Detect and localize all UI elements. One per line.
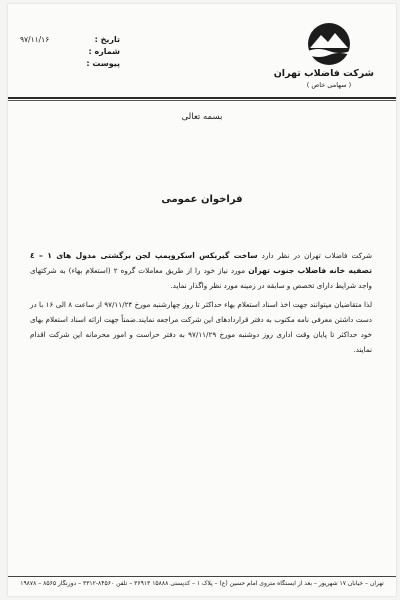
letter-body <box>30 248 372 359</box>
header-divider-thin <box>8 100 396 101</box>
number-row <box>20 46 120 58</box>
number-label: شماره : <box>88 47 120 56</box>
body-paragraph-2: لذا متقاضیان میتوانند جهت اخذ اسناد استعلام بهاء حداکثر تا روز چهارشنبه مورخ ۹۷/۱۱/۲۴ از ساعت ۸ الی ۱۶ با در دست داشتن معرفی نامه مکتوب به دفتر قراردادهای این شرکت مراجعه نمایند.ضمناً جهت ارائه اسناد استعلام بهای خود حداکثر تا پایان وقت اداری روز دوشنبه مورخ ۹۷/۱۱/۲۹ به دفتر حراست و امور محرمانه این شرکت اقدام نمایند. <box>30 300 373 354</box>
attachment-label: پیوست : <box>86 59 120 68</box>
body-line1-intro: شرکت فاضلاب تهران در نظر دارد <box>257 251 372 260</box>
attachment-row <box>20 58 120 70</box>
letter-meta <box>20 34 120 70</box>
body-project-title: ساخت گیربکس اسکروپمپ لجن برگشتی مدول های ۱ – ٤ تصفیه خانه <box>30 251 373 275</box>
body-project-location: فاضلاب جنوب تهران <box>248 266 327 275</box>
header-divider <box>8 97 396 99</box>
body-paragraph-1 <box>30 248 372 293</box>
date-label: تاریخ : <box>94 35 120 44</box>
body-line2-rest: مورد نیاز خود را از طریق معاملات گروه ۲ (استعلام بهاء) به شرکتهای واجد شرایط دارای تخصص <box>30 266 372 290</box>
company-type: ( سهامی خاص ) <box>306 81 352 89</box>
company-name: شرکت فاضلاب تهران <box>273 68 374 79</box>
date-row <box>20 34 120 46</box>
company-logo-icon <box>301 22 357 66</box>
date-value: ۹۷/۱۱/۱۶ <box>20 35 50 44</box>
footer-divider <box>8 576 396 577</box>
footer-address: تهران – خیابان ۱۷ شهریور – بعد از ایستگاه متروی امام حسین (ع) – پلاک ۱ – کدپستی ۱۵۸۸۸ ۳۶۹۱۳ – تلفن ۸۴۵۶۰-۳۳۱۲ – دورنگار ۸۵۶۵ – ۱۹۸۷۸ <box>20 580 384 587</box>
invocation-text: بسمه تعالی <box>181 112 223 122</box>
body-line3: و سابقه در زمینه مورد نظر واگذار نماید. <box>170 281 291 290</box>
letter-page <box>8 4 396 596</box>
company-logo-block <box>273 22 374 89</box>
document-title: فراخوان عمومی <box>161 194 243 205</box>
